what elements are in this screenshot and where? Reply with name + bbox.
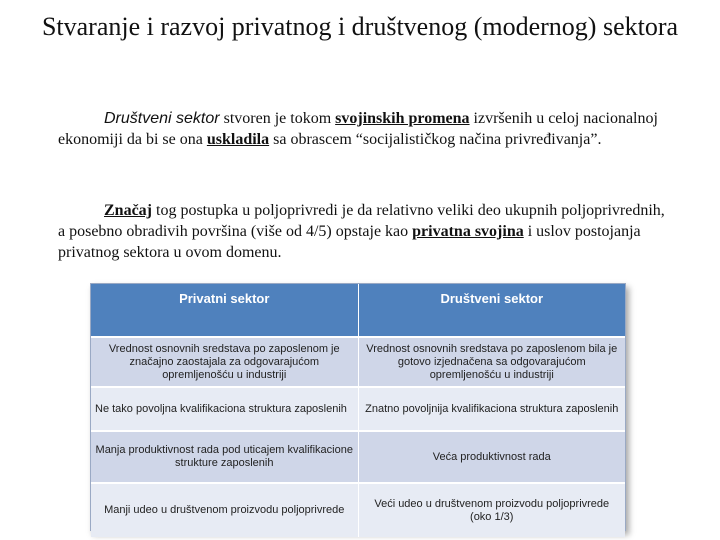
table-header-row: [91, 284, 625, 337]
term-privatna-svojina: privatna svojina: [412, 223, 524, 240]
text-segment: stvoren je tokom: [219, 110, 336, 127]
table-cell: Manja produktivnost rada pod uticajem kvalifikacione strukture zaposlenih: [91, 431, 358, 483]
paragraph-znacaj: [58, 200, 668, 263]
text-segment: tog postupka u poljoprivredi je da relativno veliki deo ukupnih poljoprivrednih, a posebno obradivih površina (više od 4/5) opstaje kao: [58, 202, 665, 240]
term-znacaj: Značaj: [104, 202, 152, 219]
term-uskladila: uskladila: [206, 131, 270, 148]
table-cell: Vrednost osnovnih sredstava po zaposlenom bila je gotovo izjednačena sa odgovarajućom opremljenošću u industriji: [358, 337, 625, 387]
table-cell: Veća produktivnost rada: [358, 431, 625, 483]
header-drustveni-sektor: Društveni sektor: [358, 284, 625, 337]
paragraph-drustveni-sektor: [58, 108, 668, 150]
table-cell: Vrednost osnovnih sredstava po zaposlenom je značajno zaostajala za odgovarajućom opremljenošću u industriji: [91, 337, 358, 387]
header-privatni-sektor: Privatni sektor: [91, 284, 358, 337]
table-cell: Veći udeo u društvenom proizvodu poljoprivrede (oko 1/3): [358, 483, 625, 537]
term-drustveni-sektor: Društveni sektor: [104, 110, 220, 127]
text-segment: sa obrascem “socijalističkog načina privređivanja”.: [269, 131, 602, 148]
page-title: Stvaranje i razvoj privatnog i društvenog (modernog) sektora: [41, 12, 679, 41]
term-svojinskih-promena: svojinskih promena: [335, 110, 470, 127]
table-row: [91, 337, 625, 387]
text-segment: i uslov postojanja privatnog sektora u ovom domenu.: [58, 223, 641, 261]
table-cell: Ne tako povoljna kvalifikaciona struktura zaposlenih: [91, 387, 358, 431]
table-cell: Znatno povoljnija kvalifikaciona struktura zaposlenih: [358, 387, 625, 431]
table-cell: Manji udeo u društvenom proizvodu poljoprivrede: [91, 483, 358, 537]
text-segment: izvršenih u celoj nacionalnoj ekonomiji da bi se ona: [58, 110, 658, 148]
table-row: [91, 431, 625, 483]
table-row: [91, 483, 625, 537]
comparison-table: [90, 283, 626, 531]
table-row: [91, 387, 625, 431]
